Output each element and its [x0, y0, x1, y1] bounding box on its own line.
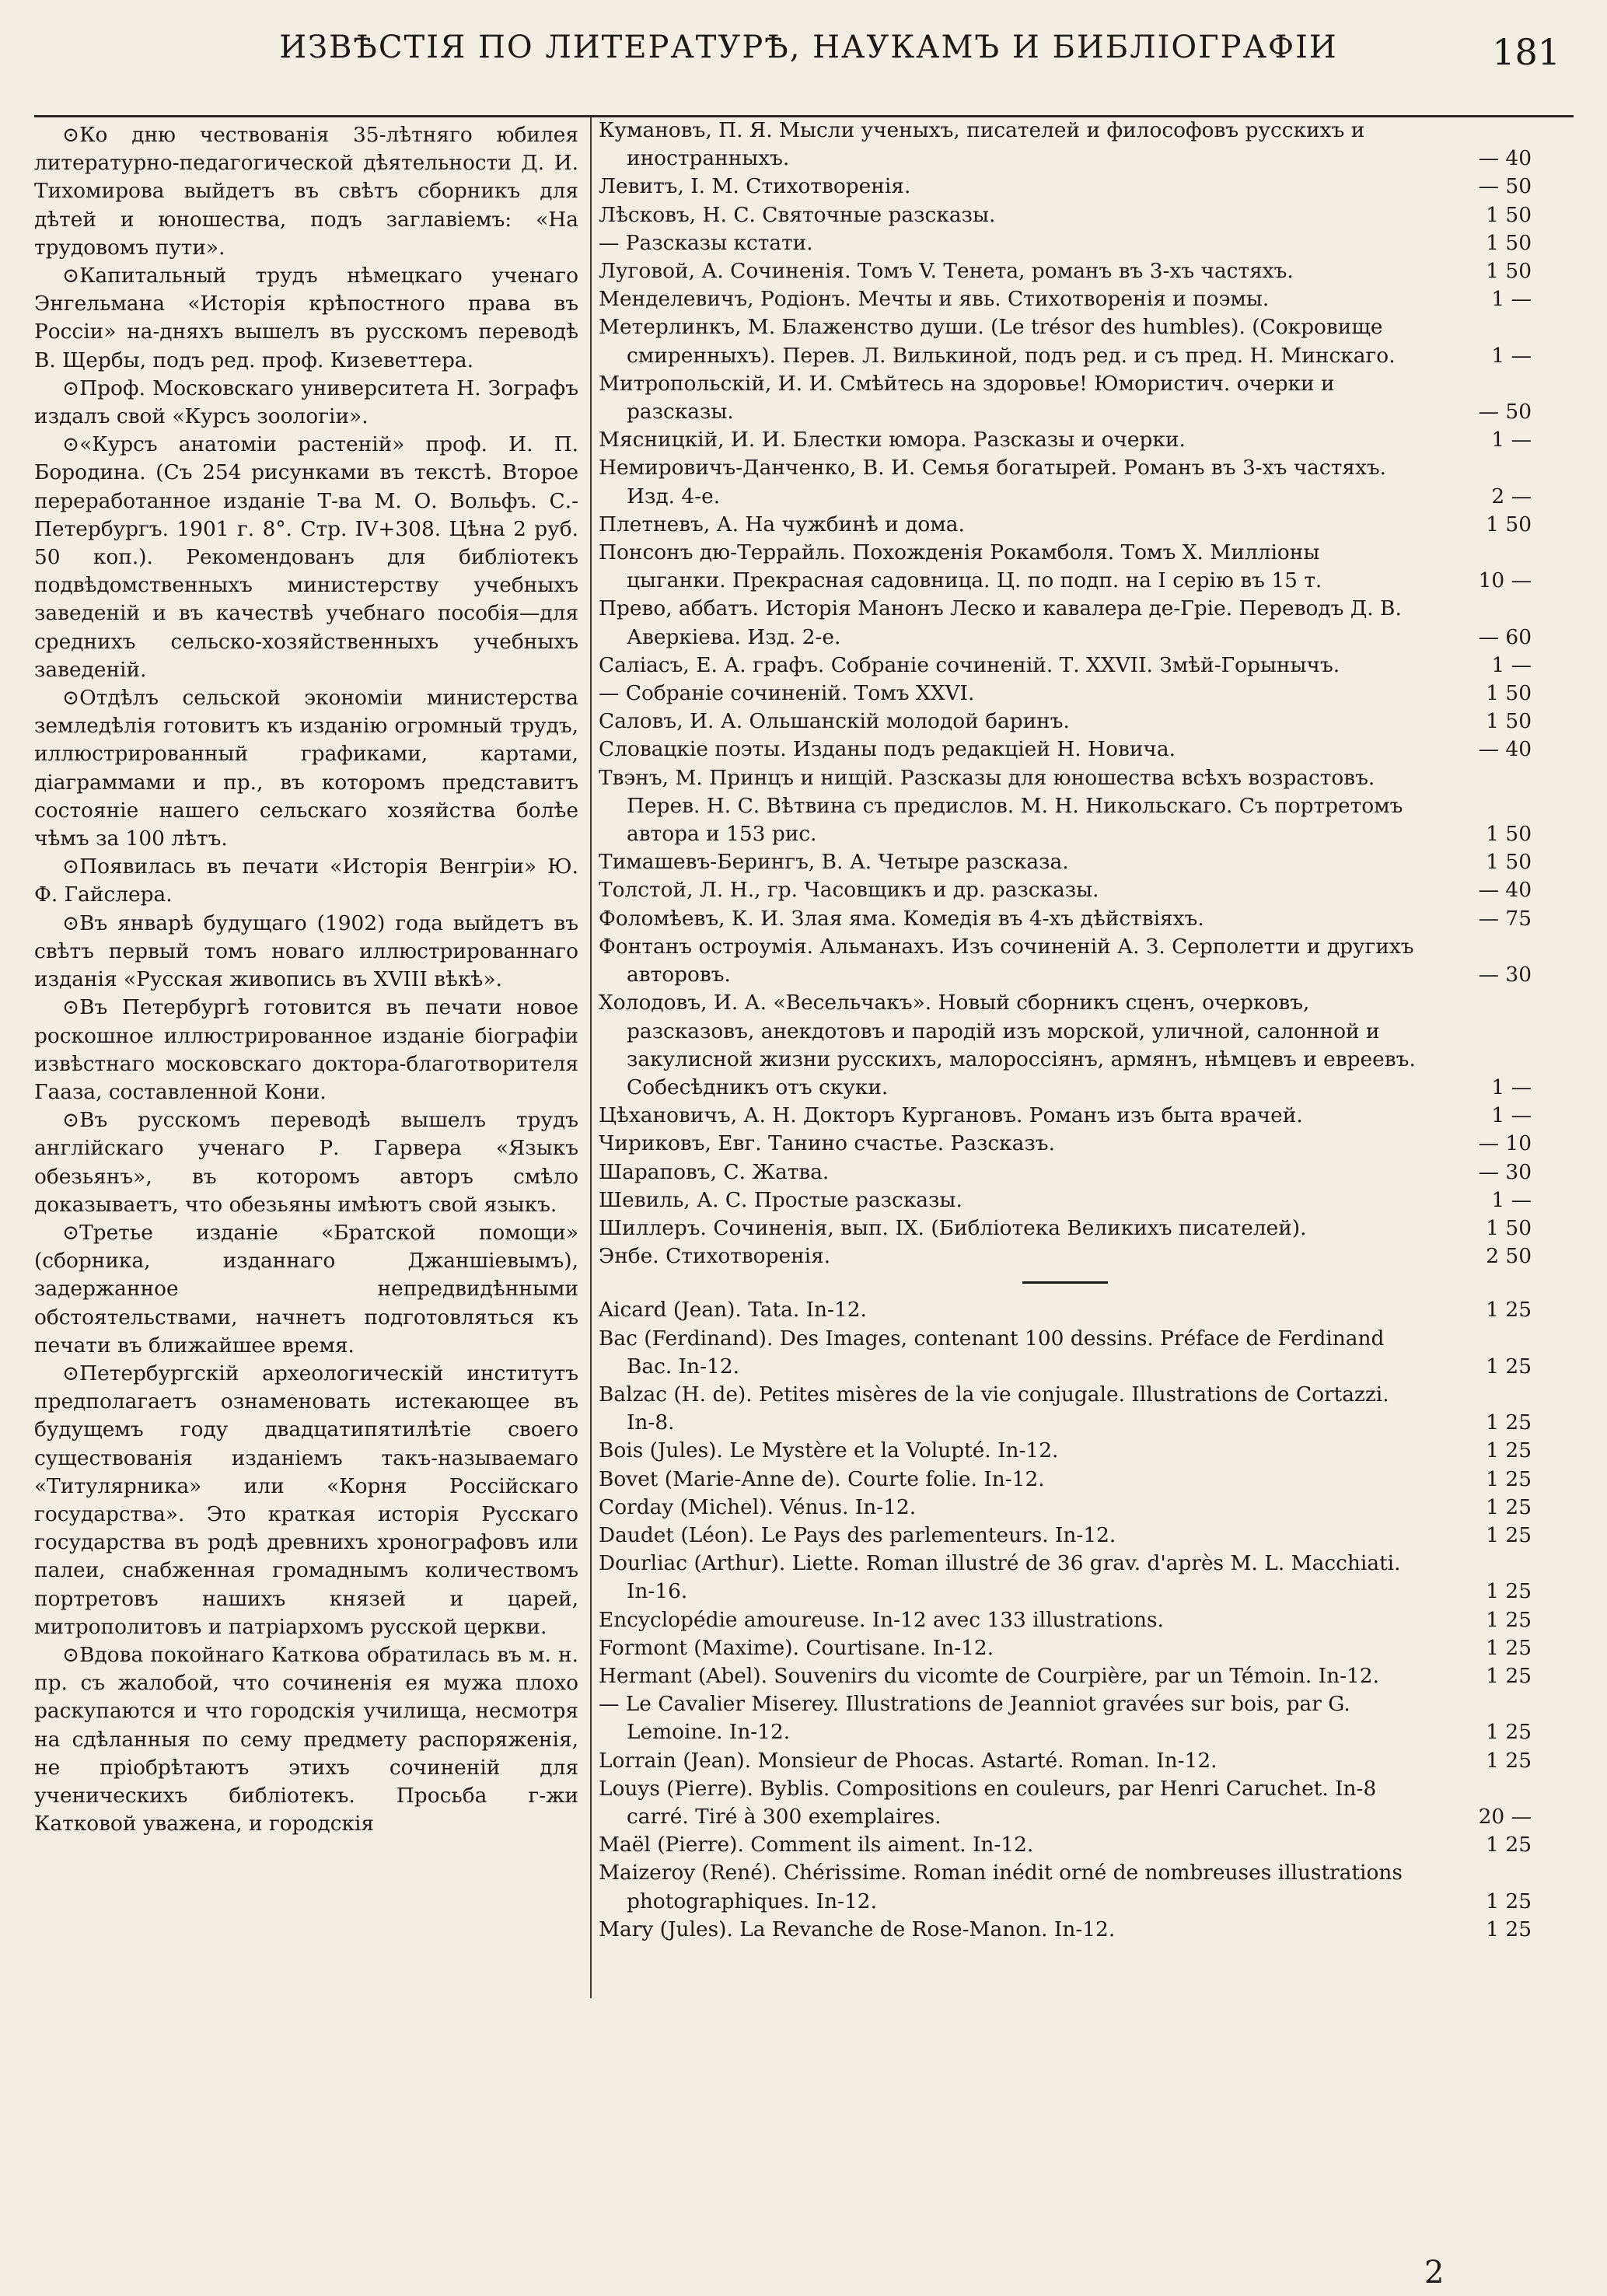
book-price: 1 — — [1491, 343, 1532, 368]
book-title: Фонтанъ остроумія. Альманахъ. Изъ сочиненій А. З. Серполетти и другихъ авторовъ. — [599, 934, 1414, 987]
news-item: ⊙ Капитальный трудъ нѣмецкаго ученаго Энгельмана «Исторія крѣпостного права въ Россіи» на-дняхъ вышелъ въ русскомъ переводѣ В. Щербы, подъ ред. проф. Кизеветтера. — [34, 262, 578, 375]
news-item: ⊙ Въ Петербургѣ готовится въ печати новое роскошное иллюстрированное изданіе біографіи извѣстнаго московскаго доктора-благотворителя Гааза, составленной Кони. — [34, 994, 578, 1106]
book-price: 1 50 — [1486, 202, 1532, 227]
book-entry — [599, 426, 1532, 454]
book-entry — [599, 1494, 1532, 1522]
book-entry — [599, 370, 1532, 426]
book-title: Encyclopédie amoureuse. In-12 avec 133 illustrations. — [599, 1607, 1164, 1632]
book-title: Метерлинкъ, М. Блаженство души. (Le trésor des humbles). (Сокровище смиренныхъ). Перев. Л. Вилькиной, подъ ред. и съ пред. Н. Минскаго. — [599, 315, 1396, 368]
book-price: 1 — — [1491, 1103, 1532, 1128]
book-price: — 30 — [1478, 963, 1532, 987]
book-price: 1 50 — [1486, 822, 1532, 847]
book-title: Тимашевъ-Берингъ, В. А. Четыре разсказа. — [599, 850, 1069, 875]
book-entry — [599, 1437, 1532, 1465]
book-price: 1 25 — [1486, 1720, 1532, 1745]
book-entry — [599, 173, 1532, 201]
news-item: ⊙ Проф. Московскаго университета Н. Зографъ издалъ свой «Курсъ зоологіи». — [34, 375, 578, 431]
book-price: — 30 — [1478, 1159, 1532, 1184]
news-item: ⊙ Петербургскій археологическій институтъ предполагаетъ ознаменовать истекающее въ будущемъ году двадцатипятилѣтіе своего существованія изданіемъ такъ-называемаго «Титулярника» или «Корня Россійскаго государства». Это краткая исторія Русскаго государства въ родѣ древнихъ хронографовъ или палеи, снабженная громаднымъ количествомъ портретовъ нашихъ князей и царей, митрополитовъ и патріархомъ русской церкви. — [34, 1360, 578, 1641]
book-title: Понсонъ дю-Террайль. Похожденія Рокамболя. Томъ X. Милліоны цыганки. Прекрасная садовница. Ц. по подп. на I серію въ 15 т. — [599, 540, 1322, 593]
book-entry — [599, 1522, 1532, 1550]
book-entry — [599, 1381, 1532, 1437]
book-title: Твэнъ, М. Принцъ и нищій. Разсказы для юношества всѣхъ возрастовъ. Перев. Н. С. Вѣтвина съ предислов. М. Н. Никольскаго. Съ портретомъ автора и 153 рис. — [599, 765, 1403, 847]
book-price: 10 — — [1478, 568, 1532, 593]
book-title: — Le Cavalier Miserey. Illustrations de Jeanniot gravées sur bois, par G. Lemoine. In-12. — [599, 1692, 1350, 1745]
book-entry — [599, 1690, 1532, 1746]
russian-books-list — [599, 117, 1532, 1270]
book-title: Dourliac (Arthur). Liette. Roman illustré de 36 grav. d'après M. L. Macchiati. In-16. — [599, 1551, 1401, 1604]
news-item: ⊙ Въ январѣ будущаго (1902) года выйдетъ въ свѣтъ первый томъ новаго иллюстрированнаго изданія «Русская живопись въ XVIII вѣкѣ». — [34, 910, 578, 994]
book-price: — 75 — [1478, 906, 1532, 931]
book-entry — [599, 201, 1532, 229]
book-price: 1 — — [1491, 652, 1532, 677]
news-item: ⊙ Появилась въ печати «Исторія Венгріи» Ю. Ф. Гайслера. — [34, 853, 578, 909]
book-price: 1 50 — [1486, 512, 1532, 536]
book-title: Фоломѣевъ, К. И. Злая яма. Комедія въ 4-хъ дѣйствіяхъ. — [599, 906, 1204, 931]
book-entry — [599, 905, 1532, 933]
page-number: 181 — [1492, 31, 1560, 73]
book-title: Холодовъ, И. А. «Весельчакъ». Новый сборникъ сценъ, очерковъ, разсказовъ, анекдотовъ и пародій изъ морской, уличной, салонной и закулисной жизни русскихъ, малороссіянъ, армянъ, нѣмцевъ и евреевъ. Собесѣдникъ отъ скуки. — [599, 991, 1416, 1099]
news-column — [34, 121, 578, 1838]
book-entry — [599, 876, 1532, 904]
book-entry — [599, 539, 1532, 595]
book-title: Шевиль, А. С. Простые разсказы. — [599, 1187, 962, 1212]
book-entry — [599, 848, 1532, 876]
book-price: 2 — — [1491, 484, 1532, 508]
book-price: — 60 — [1478, 624, 1532, 649]
book-price: 1 25 — [1486, 1494, 1532, 1519]
book-entry — [599, 708, 1532, 736]
book-entry — [599, 1130, 1532, 1158]
book-title: Daudet (Léon). Le Pays des parlementeurs. In-12. — [599, 1522, 1116, 1547]
book-entry — [599, 454, 1532, 510]
book-price: 1 25 — [1486, 1917, 1532, 1941]
book-entry — [599, 1831, 1532, 1859]
book-price: — 40 — [1478, 737, 1532, 762]
book-entry — [599, 1296, 1532, 1324]
book-title: Aicard (Jean). Tata. In-12. — [599, 1298, 867, 1323]
news-item: ⊙ Отдѣлъ сельской экономіи министерства земледѣлія готовитъ къ изданію огромный трудъ, иллюстрированный графиками, картами, діаграммами и пр., въ которомъ представитъ состояніе нашего сельскаго хозяйства болѣе чѣмъ за 100 лѣтъ. — [34, 684, 578, 853]
book-title: Лѣсковъ, Н. С. Святочные разсказы. — [599, 202, 996, 227]
book-price: — 40 — [1478, 878, 1532, 903]
book-entry — [599, 1102, 1532, 1130]
book-entry — [599, 933, 1532, 989]
book-title: Lorrain (Jean). Monsieur de Phocas. Astarté. Roman. In-12. — [599, 1748, 1217, 1773]
book-price: 1 50 — [1486, 681, 1532, 706]
book-price: — 50 — [1478, 400, 1532, 425]
book-entry — [599, 736, 1532, 764]
book-title: Левитъ, І. М. Стихотворенія. — [599, 174, 911, 199]
book-title: Митропольскій, И. И. Смѣйтесь на здоровье! Юмористич. очерки и разсказы. — [599, 371, 1335, 425]
book-title: Саловъ, И. А. Ольшанскій молодой баринъ. — [599, 709, 1070, 734]
bibliography-column — [599, 117, 1532, 1944]
book-entry — [599, 1916, 1532, 1944]
book-entry — [599, 1325, 1532, 1381]
book-title: Maizeroy (René). Chérissime. Roman inédit orné de nombreuses illustrations photographiques. In-12. — [599, 1861, 1403, 1913]
book-entry — [599, 595, 1532, 651]
book-entry — [599, 1214, 1532, 1242]
book-entry — [599, 1634, 1532, 1662]
book-title: Louys (Pierre). Byblis. Compositions en couleurs, par Henri Caruchet. In-8 carré. Tiré à 300 exemplaires. — [599, 1776, 1377, 1829]
book-entry — [599, 1747, 1532, 1775]
book-price: 1 25 — [1486, 1579, 1532, 1604]
french-books-list — [599, 1296, 1532, 1944]
book-entry — [599, 1775, 1532, 1831]
column-divider — [590, 117, 592, 1998]
book-price: 1 — — [1491, 428, 1532, 453]
book-title: Maël (Pierre). Comment ils aiment. In-12. — [599, 1833, 1034, 1857]
section-separator — [1022, 1281, 1108, 1284]
book-title: Немировичъ-Данченко, В. И. Семья богатырей. Романъ въ 3-хъ частяхъ. Изд. 4-е. — [599, 456, 1387, 508]
book-title: Кумановъ, П. Я. Мысли ученыхъ, писателей и философовъ русскихъ и иностранныхъ. — [599, 118, 1365, 171]
book-price: 1 25 — [1486, 1607, 1532, 1632]
book-price: — 50 — [1478, 174, 1532, 199]
book-title: Цѣхановичъ, А. Н. Докторъ Кургановъ. Романъ изъ быта врачей. — [599, 1103, 1303, 1128]
book-title: Толстой, Л. Н., гр. Часовщикъ и др. разсказы. — [599, 878, 1099, 903]
book-entry — [599, 511, 1532, 539]
news-item: ⊙ Въ русскомъ переводѣ вышелъ трудъ англійскаго ученаго Р. Гарвера «Языкъ обезьянъ», въ которомъ авторъ смѣло доказываетъ, что обезьяны имѣютъ свой языкъ. — [34, 1106, 578, 1219]
running-header: ИЗВѢСТІЯ ПО ЛИТЕРАТУРѢ, НАУКАМЪ И БИБЛІОГРАФІИ — [279, 30, 1338, 65]
book-title: Bois (Jules). Le Mystère et la Volupté. In-12. — [599, 1438, 1059, 1463]
book-entry — [599, 1550, 1532, 1606]
book-entry — [599, 764, 1532, 849]
book-price: 1 50 — [1486, 259, 1532, 284]
book-title: Corday (Michel). Vénus. In-12. — [599, 1494, 917, 1519]
book-title: Formont (Maxime). Courtisane. In-12. — [599, 1635, 994, 1660]
book-title: Менделевичъ, Родіонъ. Мечты и явь. Стихотворенія и поэмы. — [599, 287, 1270, 312]
book-price: 1 25 — [1486, 1466, 1532, 1491]
book-title: — Собраніе сочиненій. Томъ XXVI. — [599, 681, 975, 706]
book-entry — [599, 313, 1532, 369]
news-item: ⊙ Ко дню чествованія 35-лѣтняго юбилея литературно-педагогической дѣятельности Д. И. Тихомирова выйдетъ въ свѣтъ сборникъ для дѣтей и юношества, подъ заглавіемъ: «На трудовомъ пути». — [34, 121, 578, 262]
book-entry — [599, 1606, 1532, 1634]
book-entry — [599, 1186, 1532, 1214]
book-price: 1 — — [1491, 1075, 1532, 1099]
book-price: 1 25 — [1486, 1663, 1532, 1688]
book-title: Mary (Jules). La Revanche de Rose-Manon. In-12. — [599, 1917, 1116, 1941]
book-title: Шараповъ, С. Жатва. — [599, 1159, 830, 1184]
book-price: 1 50 — [1486, 850, 1532, 875]
book-entry — [599, 285, 1532, 313]
book-price: 1 25 — [1486, 1410, 1532, 1435]
book-price: 1 25 — [1486, 1889, 1532, 1913]
book-price: 1 25 — [1486, 1438, 1532, 1463]
book-entry — [599, 652, 1532, 680]
book-entry — [599, 680, 1532, 708]
book-price: 1 25 — [1486, 1298, 1532, 1323]
book-price: 1 50 — [1486, 230, 1532, 255]
book-price: 1 25 — [1486, 1522, 1532, 1547]
book-price: 1 50 — [1486, 709, 1532, 734]
book-price: — 40 — [1478, 146, 1532, 171]
book-price: 1 — — [1491, 287, 1532, 312]
book-price: 1 25 — [1486, 1354, 1532, 1379]
book-price: 1 25 — [1486, 1748, 1532, 1773]
book-title: Мясницкій, И. И. Блестки юмора. Разсказы и очерки. — [599, 428, 1186, 453]
book-price: — 10 — [1478, 1131, 1532, 1156]
book-entry — [599, 117, 1532, 173]
book-title: Чириковъ, Евг. Танино счастье. Разсказъ. — [599, 1131, 1055, 1156]
book-title: Bovet (Marie-Anne de). Courte folie. In-12. — [599, 1466, 1045, 1491]
book-title: Словацкіе поэты. Изданы подъ редакціей Н. Новича. — [599, 737, 1176, 762]
book-title: Прево, аббатъ. Исторія Манонъ Леско и кавалера де-Гріе. Переводъ Д. В. Аверкіева. Изд. 2-е. — [599, 596, 1402, 649]
book-entry — [599, 989, 1532, 1102]
book-entry — [599, 257, 1532, 285]
book-title: Энбе. Стихотворенія. — [599, 1244, 831, 1269]
signature-mark: 2 — [1424, 2255, 1445, 2291]
book-title: — Разсказы кстати. — [599, 230, 813, 255]
book-entry — [599, 1466, 1532, 1494]
book-title: Плетневъ, А. На чужбинѣ и дома. — [599, 512, 965, 536]
news-item: ⊙ Вдова покойнаго Каткова обратилась въ м. н. пр. съ жалобой, что сочиненія ея мужа плохо раскупаются и что городскія училища, несмотря на сдѣланныя по сему предмету распоряженія, не пріобрѣтаютъ этихъ сочиненій для ученическихъ библіотекъ. Просьба г-жи Катковой уважена, и городскія — [34, 1641, 578, 1838]
news-item: ⊙ Третье изданіе «Братской помощи» (сборника, изданнаго Джаншіевымъ), задержанное непредвидѣнными обстоятельствами, начнетъ подготовляться къ печати въ ближайшее время. — [34, 1219, 578, 1360]
book-price: 1 25 — [1486, 1635, 1532, 1660]
book-title: Bac (Ferdinand). Des Images, contenant 100 dessins. Préface de Ferdinand Bac. In-12. — [599, 1326, 1385, 1379]
book-entry — [599, 1242, 1532, 1270]
book-title: Balzac (H. de). Petites misères de la vie conjugale. Illustrations de Cortazzi. In-8. — [599, 1382, 1389, 1435]
book-title: Саліасъ, Е. А. графъ. Собраніе сочиненій. Т. XXVII. Змѣй-Горынычъ. — [599, 652, 1340, 677]
book-price: 1 — — [1491, 1187, 1532, 1212]
book-title: Шиллеръ. Сочиненія, вып. IX. (Библіотека Великихъ писателей). — [599, 1215, 1307, 1240]
book-price: 1 25 — [1486, 1833, 1532, 1857]
book-entry — [599, 229, 1532, 257]
book-entry — [599, 1859, 1532, 1915]
book-entry — [599, 1662, 1532, 1690]
book-title: Hermant (Abel). Souvenirs du vicomte de Courpière, par un Témoin. In-12. — [599, 1663, 1379, 1688]
book-title: Луговой, А. Сочиненія. Томъ V. Тенета, романъ въ 3-хъ частяхъ. — [599, 259, 1294, 284]
book-price: 2 50 — [1486, 1244, 1532, 1269]
book-price: 20 — — [1478, 1804, 1532, 1829]
news-item: ⊙ «Курсъ анатоміи растеній» проф. И. П. Бородина. (Съ 254 рисунками въ текстѣ. Второе переработанное изданіе Т-ва М. О. Вольфъ. С.-Петербургъ. 1901 г. 8°. Стр. IV+308. Цѣна 2 руб. 50 коп.). Рекомендованъ для библіотекъ подвѣдомственныхъ министерству учебныхъ заведеній и въ качествѣ учебнаго пособія—для среднихъ сельско-хозяйственныхъ учебныхъ заведеній. — [34, 431, 578, 684]
book-price: 1 50 — [1486, 1215, 1532, 1240]
book-entry — [599, 1158, 1532, 1186]
